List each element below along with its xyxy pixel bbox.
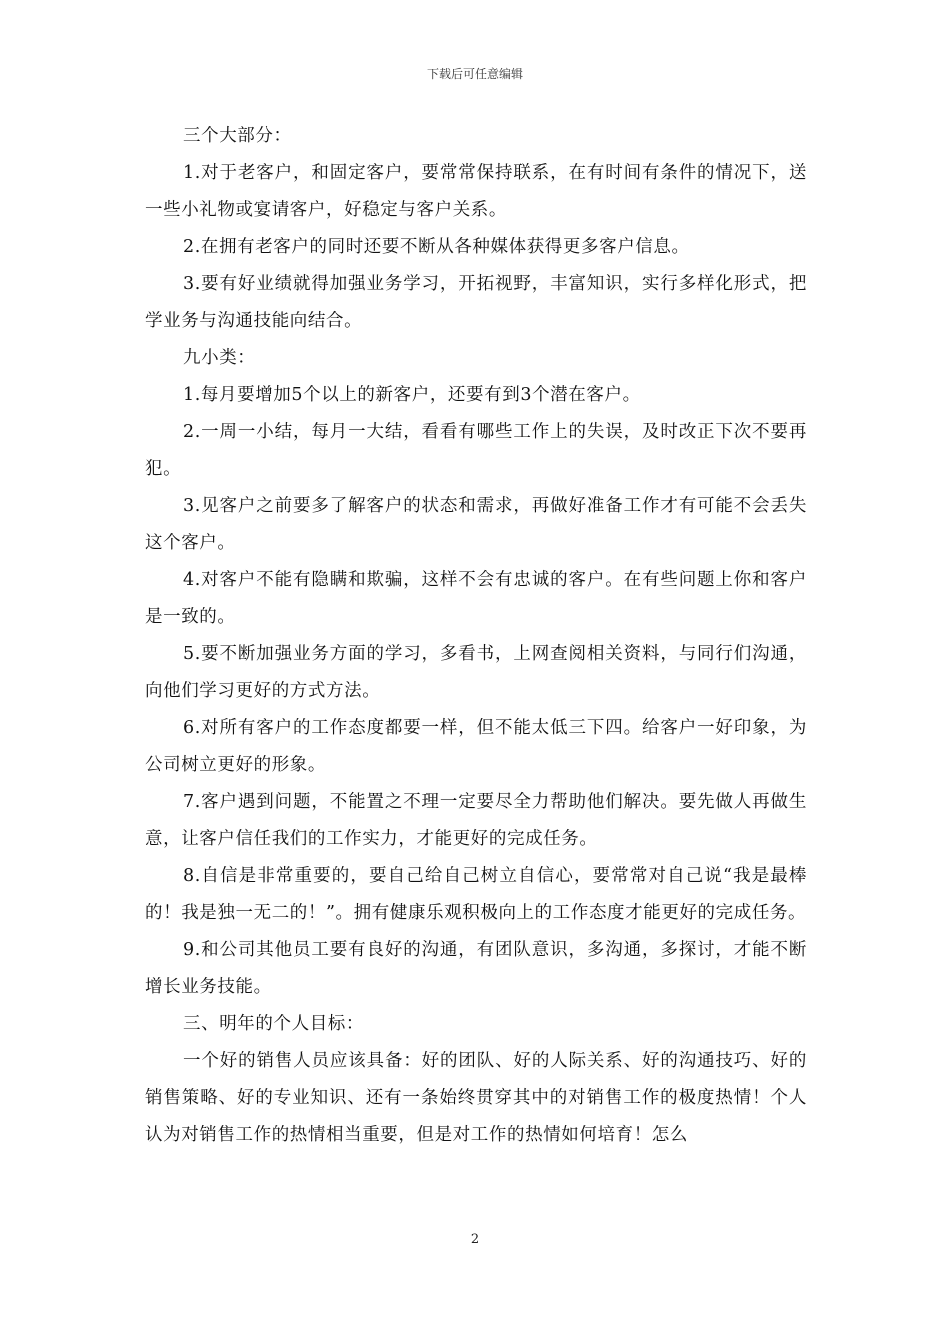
paragraph: 6.对所有客户的工作态度都要一样，但不能太低三下四。给客户一好印象，为公司树立更好的形象。	[145, 718, 807, 775]
paragraph: 4.对客户不能有隐瞒和欺骗，这样不会有忠诚的客户。在有些问题上你和客户是一致的。	[145, 570, 807, 627]
paragraph: 2.一周一小结，每月一大结，看看有哪些工作上的失误，及时改正下次不要再犯。	[145, 422, 807, 479]
paragraph: 1.对于老客户，和固定客户，要常常保持联系，在有时间有条件的情况下，送一些小礼物或宴请客户，好稳定与客户关系。	[145, 163, 807, 220]
paragraph: 1.每月要增加5个以上的新客户，还要有到3个潜在客户。	[183, 385, 641, 405]
paragraph: 一个好的销售人员应该具备：好的团队、好的人际关系、好的沟通技巧、好的销售策略、好的专业知识、还有一条始终贯穿其中的对销售工作的极度热情！个人认为对销售工作的热情相当重要，但是对工作的热情如何培育！怎么	[145, 1051, 807, 1145]
page-header: 下载后可任意编辑	[426, 67, 523, 81]
document-body	[145, 118, 807, 1154]
paragraph: 7.客户遇到问题，不能置之不理一定要尽全力帮助他们解决。要先做人再做生意，让客户信任我们的工作实力，才能更好的完成任务。	[145, 792, 807, 849]
paragraph: 9.和公司其他员工要有良好的沟通，有团队意识，多沟通，多探讨，才能不断增长业务技能。	[145, 940, 807, 997]
paragraph: 3.要有好业绩就得加强业务学习，开拓视野，丰富知识，实行多样化形式，把学业务与沟通技能向结合。	[145, 274, 807, 331]
paragraph: 5.要不断加强业务方面的学习，多看书，上网查阅相关资料，与同行们沟通，向他们学习更好的方式方法。	[145, 644, 807, 701]
section-heading-nine-categories: 九小类：	[183, 348, 256, 368]
section-heading-next-year-goals: 三、明年的个人目标：	[183, 1014, 364, 1034]
paragraph: 3.见客户之前要多了解客户的状态和需求，再做好准备工作才有可能不会丢失这个客户。	[145, 496, 807, 553]
paragraph: 2.在拥有老客户的同时还要不断从各种媒体获得更多客户信息。	[183, 237, 690, 257]
paragraph: 8.自信是非常重要的，要自己给自己树立自信心，要常常对自己说“我是最棒的！我是独一无二的！”。拥有健康乐观积极向上的工作态度才能更好的完成任务。	[145, 866, 807, 923]
section-heading-three-parts: 三个大部分：	[183, 126, 292, 146]
page-number: 2	[470, 1232, 480, 1247]
